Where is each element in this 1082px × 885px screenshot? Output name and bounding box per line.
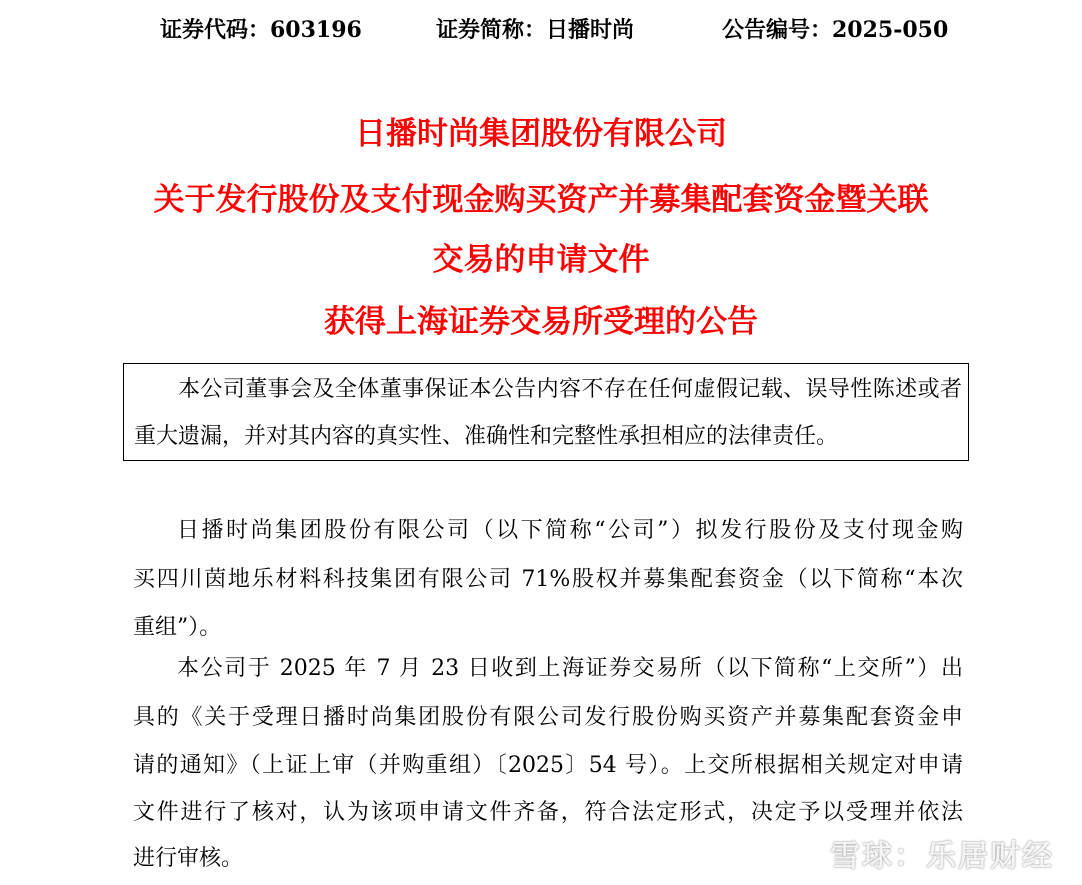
stock-code: 证券代码：603196 (160, 17, 362, 43)
paragraph-line: 进行审核。 (133, 846, 244, 871)
announcement-title-line-3: 获得上海证券交易所受理的公告 (324, 304, 758, 340)
paragraph-line: 买四川茵地乐材料科技集团有限公司 71%股权并募集配套资金（以下简称“本次 (133, 567, 963, 592)
board-statement-box (123, 363, 969, 461)
paragraph-line: 具的《关于受理日播时尚集团股份有限公司发行股份购买资产并募集配套资金申 (133, 705, 963, 730)
paragraph-line: 重组”）。 (133, 615, 222, 640)
snowball-logo-icon (786, 835, 822, 871)
announcement-number: 公告编号：2025-050 (722, 17, 949, 43)
paragraph-line: 日播时尚集团股份有限公司（以下简称“公司”）拟发行股份及支付现金购 (177, 518, 963, 543)
stock-abbreviation: 证券简称：日播时尚 (436, 17, 635, 43)
source-watermark (786, 831, 1054, 875)
paragraph-line: 请的通知》（上证上审（并购重组）〔2025〕54 号）。上交所根据相关规定对申请 (133, 753, 963, 778)
paragraph-line: 文件进行了核对，认为该项申请文件齐备，符合法定形式，决定予以受理并依法 (133, 800, 963, 825)
paragraph-line: 本公司于 2025 年 7 月 23 日收到上海证券交易所（以下简称“上交所”）出 (177, 656, 963, 681)
announcement-title-line-1: 关于发行股份及支付现金购买资产并募集配套资金暨关联 (153, 182, 929, 218)
announcement-header (0, 14, 1082, 46)
announcement-title-line-2: 交易的申请文件 (432, 242, 650, 278)
watermark-text: 雪球：乐居财经 (830, 839, 1054, 874)
company-name-title: 日播时尚集团股份有限公司 (355, 116, 727, 152)
board-statement-text: 本公司董事会及全体董事保证本公告内容不存在任何虚假记载、误导性陈述或者重大遗漏，并对其内容的真实性、准确性和完整性承担相应的法律责任。 (134, 377, 962, 449)
